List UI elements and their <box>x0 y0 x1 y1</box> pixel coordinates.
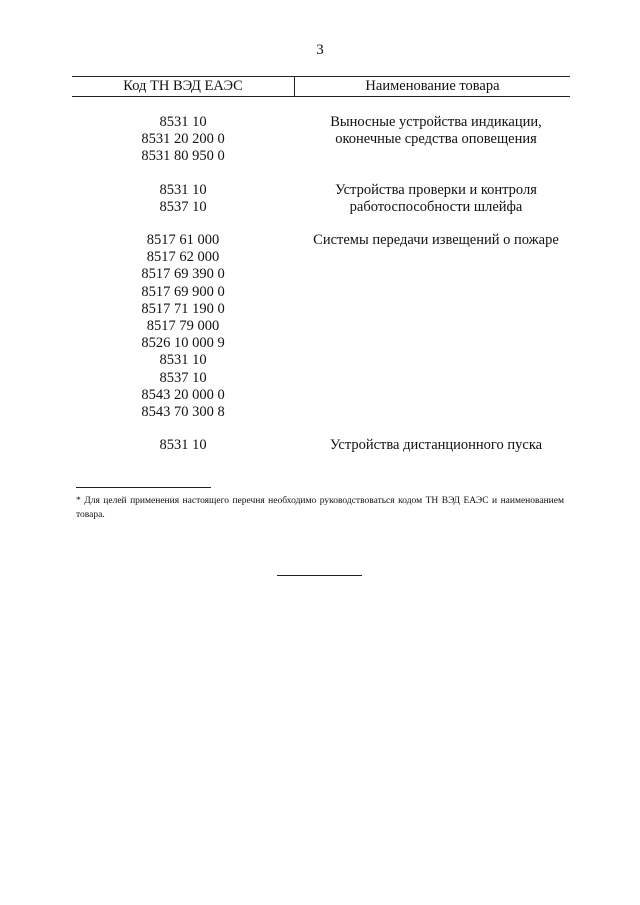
header-code: Код ТН ВЭД ЕАЭС <box>72 77 295 96</box>
footnote-divider <box>76 487 211 488</box>
tn-ved-code: 8531 80 950 0 <box>141 148 225 165</box>
tn-ved-code: 8517 79 000 <box>146 318 220 335</box>
tn-ved-code: 8517 69 390 0 <box>141 266 225 283</box>
tn-ved-code: 8517 71 190 0 <box>141 300 225 317</box>
product-name-line: Системы передачи извещений о пожаре <box>313 232 559 249</box>
table-header <box>72 76 570 97</box>
tn-ved-code: 8537 10 <box>159 369 207 386</box>
header-name: Наименование товара <box>365 78 500 94</box>
table-row <box>72 114 570 166</box>
product-name-line: Устройства дистанционного пуска <box>329 437 543 454</box>
tn-ved-code: 8531 20 200 0 <box>141 131 225 148</box>
table-row <box>72 182 570 216</box>
tn-ved-code: 8517 61 000 <box>146 232 220 249</box>
end-divider <box>277 575 362 576</box>
row-codes <box>72 437 294 454</box>
product-name-line: Устройства проверки и контроля <box>335 181 537 198</box>
tn-ved-code: 8531 10 <box>159 114 207 130</box>
tn-ved-code: 8537 10 <box>159 198 207 215</box>
table-row <box>72 232 570 421</box>
footnote: * Для целей применения настоящего перечня необходимо руководствоваться кодом ТН ВЭД ЕАЭС и наименованием товара. <box>76 496 564 520</box>
tn-ved-code: 8543 20 000 0 <box>141 386 225 403</box>
product-name-line: оконечные средства оповещения <box>335 131 537 148</box>
tn-ved-code: 8531 10 <box>159 181 207 198</box>
product-name-line: работоспособности шлейфа <box>349 198 523 215</box>
tn-ved-code: 8531 10 <box>159 437 207 454</box>
row-product-name <box>294 182 570 216</box>
tn-ved-code: 8517 62 000 <box>146 249 220 266</box>
tn-ved-code: 8517 69 900 0 <box>141 283 225 300</box>
goods-table <box>72 76 570 470</box>
table-body <box>72 97 570 454</box>
row-product-name <box>294 437 570 454</box>
row-product-name <box>294 232 570 421</box>
page-number: 3 <box>316 42 324 58</box>
row-codes <box>72 232 294 421</box>
row-codes <box>72 182 294 216</box>
row-product-name <box>294 114 570 166</box>
table-row <box>72 437 570 454</box>
tn-ved-code: 8531 10 <box>159 352 207 369</box>
row-codes <box>72 114 294 166</box>
tn-ved-code: 8526 10 000 9 <box>141 335 225 352</box>
product-name-line: Выносные устройства индикации, <box>330 114 542 130</box>
tn-ved-code: 8543 70 300 8 <box>141 404 225 421</box>
